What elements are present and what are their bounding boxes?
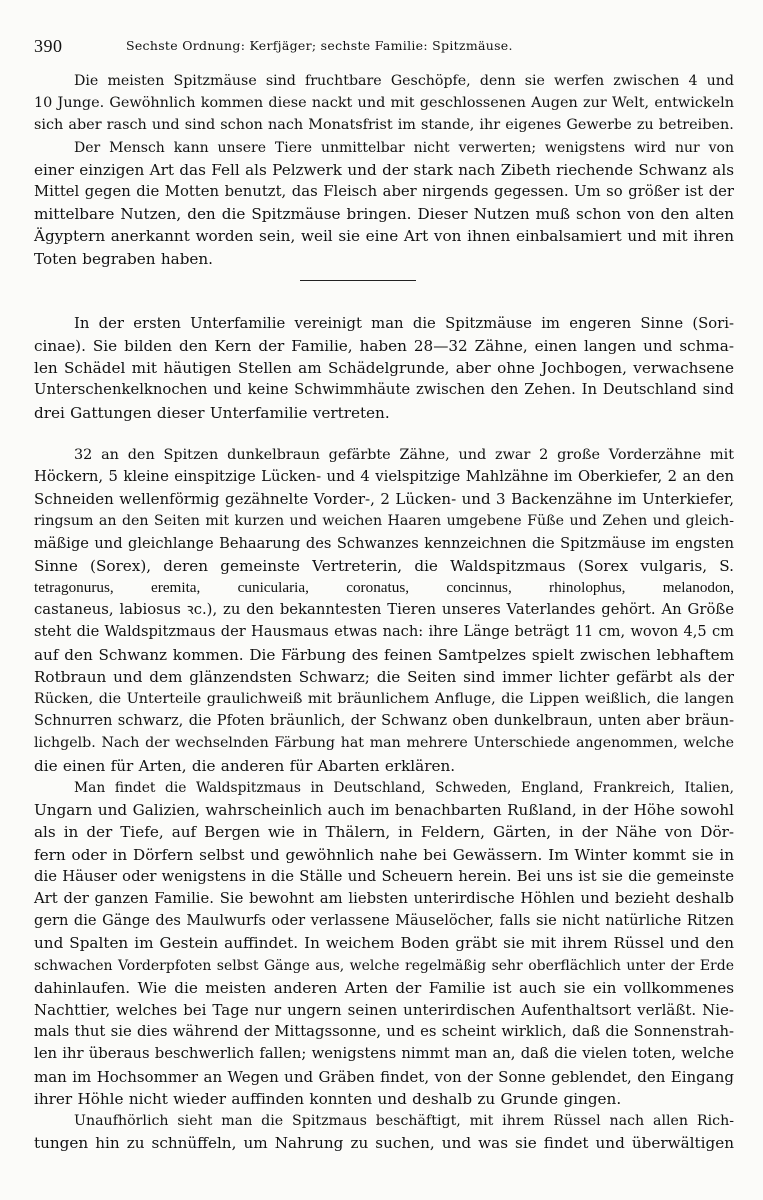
- text-line: auf den Schwanz kommen. Die Färbung des feinen Samtpelzes spielt zwischen lebhaftem: [34, 645, 734, 664]
- text-line: len Schädel mit häutigen Stellen am Schädelgrunde, aber ohne Jochbogen, verwachsene: [34, 359, 734, 378]
- text-line: und Spalten im Gestein auffindet. In weichem Boden gräbt sie mit ihrem Rüssel und den: [34, 934, 734, 953]
- text-line: als in der Tiefe, auf Bergen wie in Thälern, in Feldern, Gärten, in der Nähe von Dör-: [34, 823, 734, 842]
- text-line: Unterschenkelknochen und keine Schwimmhäute zwischen den Zehen. In Deutschland sind: [34, 381, 734, 399]
- text-line: Nachttier, welches bei Tage nur ungern seinen unterirdischen Aufenthaltsort verläßt. Nie-: [34, 1000, 734, 1019]
- text-line: Ungarn und Galizien, wahrscheinlich auch im benachbarten Rußland, in der Höhe sowohl: [34, 801, 734, 820]
- text-line: Höckern, 5 kleine einspitzige Lücken- und 4 vielspitzige Mahlzähne im Oberkiefer, 2 an den: [34, 468, 734, 486]
- text-line: Mittel gegen die Motten benutzt, das Fleisch aber nirgends gegessen. Um so größer ist der: [34, 183, 734, 201]
- text-line: Rotbraun und dem glänzendsten Schwarz; die Seiten sind immer lichter gefärbt als der: [34, 667, 734, 686]
- text-line: Schneiden wellenförmig gezähnelte Vorder-, 2 Lücken- und 3 Backenzähne im Unterkiefer,: [34, 490, 734, 509]
- text-line: cinae). Sie bilden den Kern der Familie, haben 28—32 Zähne, einen langen und schma-: [34, 337, 734, 356]
- text-line: gern die Gänge des Maulwurfs oder verlassene Mäuselöcher, falls sie nicht natürliche Ritzen: [34, 912, 734, 930]
- text-line: 32 an den Spitzen dunkelbraun gefärbte Zähne, und zwar 2 große Vorderzähne mit: [74, 446, 734, 463]
- text-line: lichgelb. Nach der wechselnden Färbung hat man mehrere Unterschiede angenommen, welche: [34, 735, 734, 752]
- paragraph-use-to-humans: [34, 137, 734, 270]
- text-line: steht die Waldspitzmaus der Hausmaus etwas nach: ihre Länge beträgt 11 cm, wovon 4,5 cm: [34, 623, 734, 641]
- text-line: Toten begraben haben.: [34, 249, 214, 268]
- text-line: schwachen Vorderpfoten selbst Gänge aus, welche regelmäßig sehr oberflächlich unter der Erde: [34, 957, 734, 974]
- text-line: mals thut sie dies während der Mittagssonne, und es scheint wirklich, daß die Sonnenstrah-: [34, 1023, 734, 1041]
- text-line: Ägyptern anerkannt worden sein, weil sie eine Art von ihnen einbalsamiert und mit ihren: [34, 227, 734, 246]
- text-line: Schnurren schwarz, die Pfoten bräunlich, der Schwanz oben dunkelbraun, unten aber bräun-: [34, 712, 734, 730]
- text-line: drei Gattungen dieser Unterfamilie vertreten.: [34, 403, 390, 422]
- paragraph-soricinae: [34, 313, 734, 424]
- running-title: Sechste Ordnung: Kerfjäger; sechste Familie: Spitzmäuse.: [126, 38, 513, 53]
- text-line: Der Mensch kann unsere Tiere unmittelbar nicht verwerten; wenigstens wird nur von: [74, 139, 734, 156]
- body-text: [34, 70, 734, 1154]
- text-line: die Häuser oder wenigstens in die Ställe und Scheuern herein. Bei uns ist sie die gemeinste: [34, 867, 734, 885]
- text-line: einer einzigen Art das Fell als Pelzwerk und der stark nach Zibeth riechende Schwanz als: [34, 160, 734, 179]
- text-line: tungen hin zu schnüffeln, um Nahrung zu suchen, und was sie findet und überwältigen: [34, 1134, 734, 1153]
- text-line: Art der ganzen Familie. Sie bewohnt am liebsten unterirdische Höhlen und bezieht deshalb: [34, 889, 734, 907]
- text-line: sich aber rasch und sind schon nach Monatsfrist im stande, ihr eigenes Gewerbe zu betreiben.: [34, 117, 734, 134]
- paragraph-distribution-habits: [34, 777, 734, 1110]
- text-line: man im Hochsommer an Wegen und Gräben findet, von der Sonne geblendet, den Eingang: [34, 1067, 734, 1086]
- page-number: 390: [34, 36, 63, 56]
- paragraph-waldspitzmaus-description: [34, 444, 734, 777]
- text-line: 10 Junge. Gewöhnlich kommen diese nackt und mit geschlossenen Augen zur Welt, entwickeln: [34, 95, 734, 112]
- text-line: mäßige und gleichlange Behaarung des Schwanzes kennzeichnen die Spitzmäuse im engsten: [34, 534, 734, 552]
- text-line: mittelbare Nutzen, den die Spitzmäuse bringen. Dieser Nutzen muß schon von den alten: [34, 205, 734, 224]
- paragraph-foraging: [34, 1110, 734, 1154]
- text-line: Die meisten Spitzmäuse sind fruchtbare Geschöpfe, denn sie werfen zwischen 4 und: [74, 73, 734, 89]
- paragraph-fertility: [34, 70, 734, 137]
- text-line: castaneus, labiosus ꝛc.), zu den bekanntesten Tieren unseres Vaterlandes gehört. An Größe: [34, 601, 734, 619]
- text-line: len ihr überaus beschwerlich fallen; wenigstens nimmt man an, daß die vielen toten, welche: [34, 1045, 735, 1063]
- text-line: fern oder in Dörfern selbst und gewöhnlich nahe bei Gewässern. Im Winter kommt sie in: [34, 845, 734, 864]
- text-line: In der ersten Unterfamilie vereinigt man die Spitzmäuse im engeren Sinne (Sori-: [74, 314, 734, 332]
- text-line: ringsum an den Seiten mit kurzen und weichen Haaren umgebene Füße und Zehen und gleich-: [34, 513, 734, 530]
- text-line: Sinne (Sorex), deren gemeinste Vertreterin, die Waldspitzmaus (Sorex vulgaris, S.: [34, 556, 734, 575]
- text-line: Unaufhörlich sieht man die Spitzmaus beschäftigt, mit ihrem Rüssel nach allen Rich-: [74, 1112, 734, 1129]
- text-line: die einen für Arten, die anderen für Abarten erklären.: [34, 756, 456, 775]
- text-line: tetragonurus, eremita, cunicularia, coronatus, concinnus, rhinolophus, melanodon,: [34, 579, 734, 597]
- running-head: [34, 36, 729, 58]
- text-line: ihrer Höhle nicht wieder auffinden konnten und deshalb zu Grunde gingen.: [34, 1089, 622, 1108]
- text-line: Man findet die Waldspitzmaus in Deutschland, Schweden, England, Frankreich, Italien,: [74, 779, 734, 796]
- text-line: Rücken, die Unterteile graulichweiß mit bräunlichem Anfluge, die Lippen weißlich, die langen: [34, 691, 734, 708]
- text-line: dahinlaufen. Wie die meisten anderen Arten der Familie ist auch sie ein vollkommenes: [34, 978, 734, 997]
